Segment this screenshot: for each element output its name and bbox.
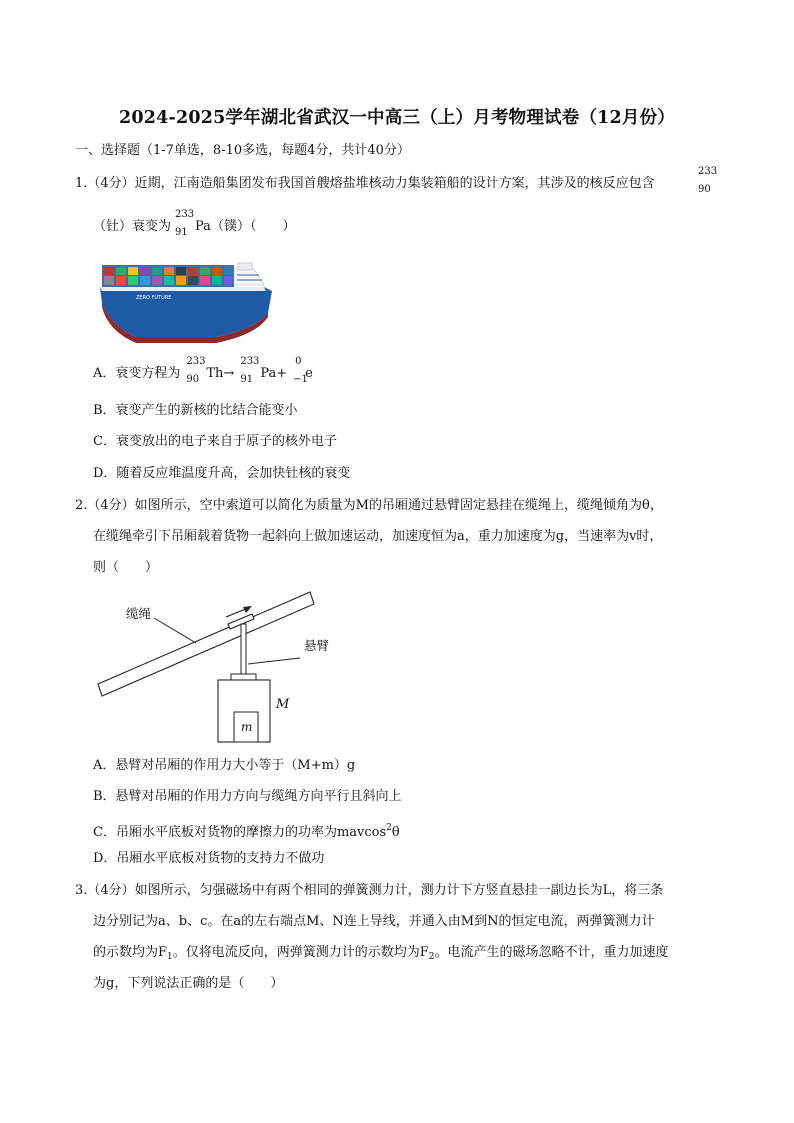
section-heading: 一、选择题（1-7单选，8-10多选，每题4分，共计40分）	[75, 143, 410, 158]
q3-line3-post: 。电流产生的磁场忽略不计，重力加速度	[434, 945, 669, 960]
q1-option-c: C．衰变放出的电子来自于原子的核外电子	[93, 434, 337, 449]
q1-option-a-e-mass: 0	[295, 356, 302, 367]
motion-arrow-icon	[243, 606, 252, 613]
q2-option-c-post: θ	[391, 825, 400, 840]
q2-option-c	[93, 819, 400, 842]
q1-option-a-th-mass: 233	[186, 356, 206, 367]
q3-line3-sub2: 2	[428, 952, 435, 962]
q1-option-a-e-num: −1	[293, 374, 308, 385]
q2-option-c-sup: 2	[386, 823, 392, 833]
q1-pa-symbol: Pa	[195, 219, 211, 234]
q3-line3-sub1: 1	[167, 952, 173, 962]
q2-line2: 在缆绳牵引下吊厢载着货物一起斜向上做加速运动，加速度恒为a，重力加速度为g，当速率为v时，	[93, 529, 663, 544]
q3-line3-mid: 。仅将电流反向，两弹簧测力计的示数均为F	[172, 945, 429, 960]
q1-line1	[75, 175, 655, 193]
q1-option-a	[93, 356, 313, 385]
q3-line2: 边分别记为a、b、c。在a的左右端点M、N连上导线，并通入由M到N的恒定电流，两弹簧测力计	[93, 914, 655, 929]
label-m: m	[241, 720, 253, 734]
q1-option-a-e: e	[305, 366, 313, 381]
q1-option-a-th: Th→	[206, 366, 235, 381]
q1-option-a-th-num: 90	[186, 374, 200, 385]
label-arm: 悬臂	[304, 638, 330, 653]
q1-option-a-pa-num: 91	[240, 374, 254, 385]
ship-hull-label: ZERO FUTURE	[136, 295, 172, 301]
q2-option-d: D．吊厢水平底板对货物的支持力不做功	[93, 851, 325, 866]
q1-th-mass: 233	[698, 166, 718, 177]
q1-option-d: D．随着反应堆温度升高，会加快钍核的衰变	[93, 466, 351, 481]
label-cable: 缆绳	[126, 606, 152, 621]
q1-option-a-pa-mass: 233	[240, 356, 260, 367]
q1-option-a-pa: Pa+	[260, 366, 288, 381]
q3-line1: 3.（4分）如图所示，匀强磁场中有两个相同的弹簧测力计，测力计下方竖直悬挂一副边长为L，将三条	[75, 883, 664, 898]
q1-line2	[93, 209, 296, 238]
q1-option-b: B．衰变产生的新核的比结合能变小	[93, 403, 298, 418]
q1-option-a-pre: A．衰变方程为	[93, 366, 181, 381]
q1-line2-a: （钍）衰变为	[93, 219, 172, 234]
q2-option-a: A．悬臂对吊厢的作用力大小等于（M+m）g	[93, 758, 356, 773]
q3-line3	[93, 944, 669, 966]
q1-th-num: 90	[698, 184, 711, 195]
q1-line2-b: （镤）（ ）	[210, 219, 296, 234]
q3-line4: 为g，下列说法正确的是（ ）	[93, 976, 284, 991]
label-M: M	[276, 697, 290, 712]
cable-car-diagram	[92, 588, 330, 746]
page-title: 2024-2025学年湖北省武汉一中高三（上）月考物理试卷（12月份）	[118, 108, 676, 128]
q1-line1-text: 1.（4分）近期，江南造船集团发布我国首艘熔盐堆核动力集装箱船的设计方案，其涉及的核反应包含	[75, 176, 655, 191]
q2-line3: 则（ ）	[93, 560, 159, 575]
q2-option-c-pre: C．吊厢水平底板对货物的摩擦力的功率为mavcos	[93, 825, 387, 840]
q1-pa-mass: 233	[175, 209, 195, 220]
q2-option-b: B．悬臂对吊厢的作用力方向与缆绳方向平行且斜向上	[93, 789, 402, 804]
container-ship-image	[96, 255, 278, 345]
q1-pa-num: 91	[175, 227, 188, 238]
q3-line3-pre: 的示数均为F	[93, 945, 168, 960]
q2-line1: 2.（4分）如图所示，空中索道可以简化为质量为M的吊厢通过悬臂固定悬挂在缆绳上，缆绳倾角为θ，	[75, 498, 663, 513]
